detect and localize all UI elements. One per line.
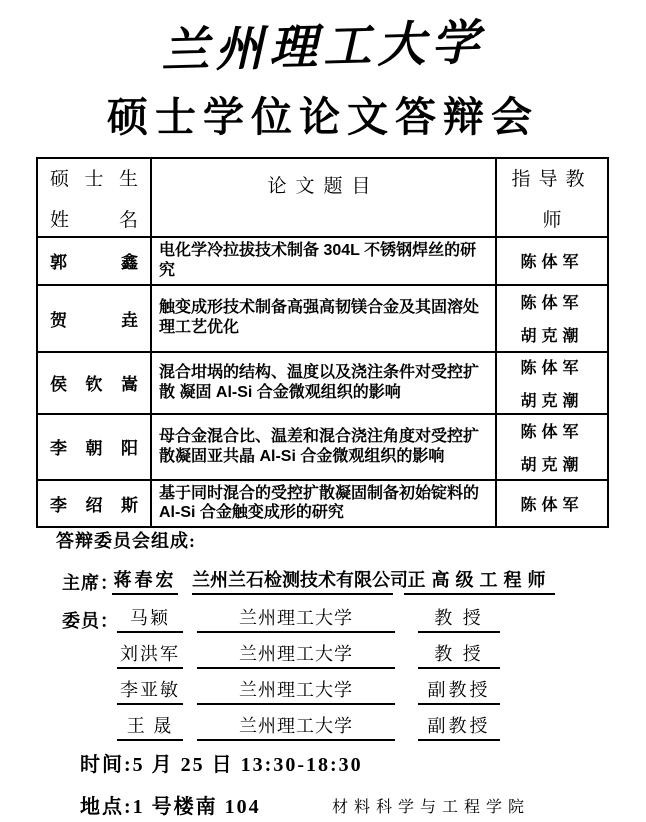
advisor-names: 陈体军 胡克潮 [496,414,608,480]
student-name: 贺垚 [37,285,151,352]
member-affiliation: 兰州理工大学 [197,712,395,741]
chair-label: 主席： [62,573,119,593]
header-advisor [496,158,608,237]
page-title: 硕士学位论文答辩会 [107,94,539,140]
table-row [37,414,608,480]
member-affiliation: 兰州理工大学 [197,676,395,705]
thesis-title: 母合金混合比、温差和混合浇注角度对受控扩散凝固亚共晶 Al-Si 合金微观组织的影响 [151,414,496,480]
chair-title: 正高级工程师 [404,566,555,595]
defense-time: 时间:5 月 25 日 13:30-18:30 [80,754,363,776]
member-title: 副教授 [418,676,500,705]
table-row [37,480,608,528]
advisor-names: 陈体军 [496,237,608,285]
member-name: 王 晟 [117,712,183,741]
member-affiliation: 兰州理工大学 [197,604,395,633]
advisor-names: 陈体军 胡克潮 [496,285,608,352]
table-row [37,285,608,352]
member-title: 教 授 [418,640,500,669]
advisor-names: 陈体军 胡克潮 [496,352,608,414]
committee-member-row [62,604,500,633]
committee-member-row [62,640,500,669]
member-name: 刘洪军 [117,640,183,669]
header-thesis-title: 论文题目 [151,158,496,237]
member-name: 李亚敏 [117,676,183,705]
members-label: 委员： [62,611,119,631]
table-row [37,352,608,414]
committee-member-row [62,712,500,741]
defense-location: 地点:1 号楼南 104 [80,796,261,818]
student-name: 李朝阳 [37,414,151,480]
header-student-name [37,158,151,237]
university-logo-calligraphy: 兰州理工大学 [160,16,486,79]
student-name: 侯钦嵩 [37,352,151,414]
member-title: 副教授 [418,712,500,741]
header-student-name-line2: 姓名 [50,209,138,231]
thesis-title: 基于同时混合的受控扩散凝固制备初始锭料的 Al-Si 合金触变成形的研究 [151,480,496,528]
table-header-row [37,158,608,237]
thesis-title: 电化学冷拉拔技术制备 304L 不锈钢焊丝的研究 [151,237,496,285]
member-affiliation: 兰州理工大学 [197,640,395,669]
department-name: 材料科学与工程学院 [332,799,531,816]
member-name: 马颖 [117,604,183,633]
advisor-names: 陈体军 [496,480,608,528]
table-row [37,237,608,285]
member-title: 教 授 [418,604,500,633]
committee-heading: 答辩委员会组成: [56,531,196,551]
header-advisor-line2: 师 [542,209,562,231]
committee-member-row [62,676,500,705]
header-student-name-line1: 硕士生 [50,168,138,190]
defense-table [36,157,609,528]
thesis-title: 触变成形技术制备高强高韧镁合金及其固溶处理工艺优化 [151,285,496,352]
chair-name: 蒋春宏 [112,566,178,595]
committee-chair-row [62,566,555,595]
header-advisor-line1: 指导教 [511,168,593,190]
student-name: 李绍斯 [37,480,151,528]
student-name: 郭鑫 [37,237,151,285]
chair-affiliation: 兰州兰石检测技术有限公司 [192,566,393,595]
thesis-title: 混合坩埚的结构、温度以及浇注条件对受控扩散 凝固 Al-Si 合金微观组织的影响 [151,352,496,414]
